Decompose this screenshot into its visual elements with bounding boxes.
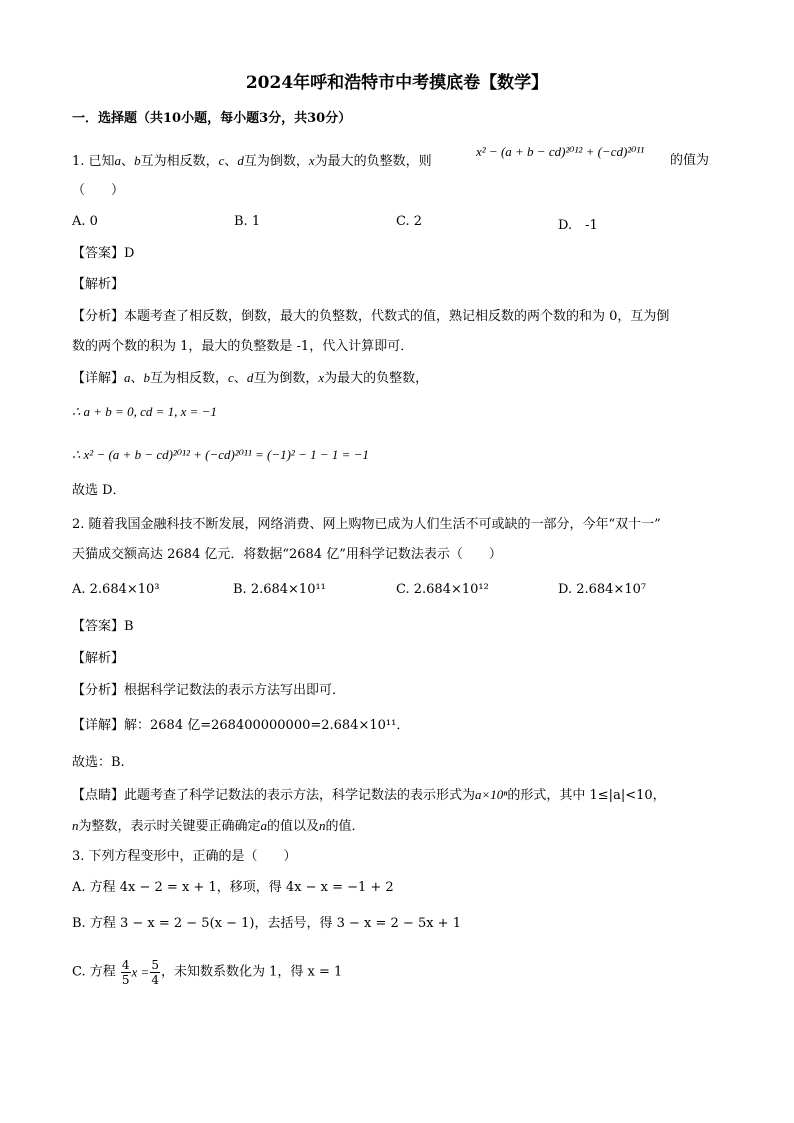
q2-comment-line1 (72, 786, 666, 805)
var-b: b (143, 370, 151, 385)
q2-option-a: A. 2.684×10³ (72, 582, 160, 597)
q1-step1: ∴ a + b = 0, cd = 1, x = −1 (72, 404, 217, 419)
var-c: c (228, 370, 234, 385)
var-d: d (237, 153, 244, 168)
q1-stem-text: 互为倒数， (243, 154, 309, 169)
q2-option-b: B. 2.684×10¹¹ (233, 582, 326, 597)
q1-stem-text: 为最大的负整数，则 (314, 154, 432, 169)
q2-comment-math: a×10ⁿ (475, 787, 508, 802)
var-a: a (124, 370, 131, 385)
q1-answer: 【答案】D (72, 246, 135, 261)
q1-step2: ∴ x² − (a + b − cd)²⁰¹² + (−cd)²⁰¹¹ = (−1)² − 1 − 1 = −1 (72, 447, 369, 462)
numerator: 4 (121, 958, 130, 972)
q3-option-c-text: C. 方程 (72, 964, 116, 980)
q2-detail: 【详解】解：2684 亿=268400000000=2.684×10¹¹． (72, 718, 410, 733)
q2-analysis: 【分析】根据科学记数法的表示方法写出即可． (72, 683, 346, 698)
q2-jiexi-label: 【解析】 (72, 651, 125, 666)
q1-stem-text: 、 (224, 154, 238, 169)
q2-choose: 故选：B. (72, 755, 125, 770)
q1-detail-text: 互为相反数， (150, 371, 229, 386)
q2-comment-text: 的形式，其中 1≤|a|<10， (507, 788, 666, 803)
q1-expression: x² − (a + b − cd)²⁰¹² + (−cd)²⁰¹¹ (476, 144, 645, 159)
q1-detail-text: 、 (233, 371, 247, 386)
q2-comment-text: 的值． (325, 819, 365, 834)
q1-detail (72, 369, 428, 388)
q1-detail-text: 为最大的负整数， (324, 371, 429, 386)
var-c: c (218, 153, 225, 168)
var-d: d (246, 370, 254, 385)
q1-detail-text: 、 (130, 371, 144, 386)
var-b: b (134, 153, 141, 168)
numerator: 5 (151, 958, 159, 972)
fraction (150, 958, 160, 987)
denominator: 4 (151, 973, 159, 987)
var-a: a (114, 153, 122, 168)
denominator: 5 (121, 973, 130, 987)
q1-detail-text: 互为倒数， (253, 371, 319, 386)
q3-option-c (72, 958, 342, 987)
q3-option-c-text: ，未知数系数化为 1，得 x = 1 (160, 964, 343, 980)
q1-paren: （ ） (72, 183, 125, 198)
q1-option-b: B. 1 (234, 214, 261, 229)
fraction (121, 958, 131, 987)
q3-option-a: A. 方程 4x − 2 = x + 1，移项，得 4x − x = −1 + 2 (72, 880, 394, 895)
q1-option-a: A. 0 (72, 214, 98, 229)
q1-stem (72, 152, 432, 171)
q3-option-c-math: x = (131, 964, 150, 980)
q2-option-d: D. 2.684×10⁷ (558, 582, 647, 597)
q1-jiexi-label: 【解析】 (72, 277, 125, 292)
var-x: x (318, 370, 325, 385)
q1-stem-text: 、 (121, 154, 135, 169)
var-x: x (308, 153, 315, 168)
q2-comment-math: n (319, 818, 326, 833)
q2-stem-line2: 天猫成交额高达 2684 亿元．将数据“2684 亿”用科学记数法表示（ ） (72, 547, 502, 562)
q1-analysis-line2: 数的两个数的积为 1，最大的负整数是 -1，代入计算即可． (72, 339, 414, 354)
q2-comment-line2 (72, 817, 365, 836)
q2-answer: 【答案】B (72, 619, 134, 634)
q1-option-d: D. -1 (558, 218, 598, 233)
q2-comment-text: 【点睛】此题考查了科学记数法的表示方法，科学记数法的表示形式为 (72, 788, 476, 803)
q1-stem-text: 互为相反数， (140, 154, 219, 169)
q2-comment-text: 为整数，表示时关键要正确确定 (78, 819, 261, 834)
q1-analysis-line1: 【分析】本题考查了相反数，倒数，最大的负整数，代数式的值，熟记相反数的两个数的和为 0，互为倒 (72, 309, 670, 324)
q2-comment-math: n (72, 818, 79, 833)
section-heading: 一．选择题（共10小题，每小题3分，共30分） (72, 111, 352, 126)
q1-choose: 故选 D． (72, 483, 126, 498)
q2-stem-line1: 2. 随着我国金融科技不断发展，网络消费、网上购物已成为人们生活不可或缺的一部分，今年“双十一” (72, 517, 661, 532)
q3-option-b: B. 方程 3 − x = 2 − 5(x − 1)，去括号，得 3 − x = 2 − 5x + 1 (72, 916, 461, 931)
q2-comment-text: 的值以及 (267, 819, 320, 834)
q1-detail-text: 【详解】 (72, 371, 125, 386)
q1-stem-text: 1. 已知 (72, 154, 115, 169)
q2-comment-math: a (260, 818, 268, 833)
q3-stem: 3. 下列方程变形中，正确的是（ ） (72, 849, 297, 864)
page-title: 2024年呼和浩特市中考摸底卷【数学】 (245, 73, 549, 93)
q2-option-c: C. 2.684×10¹² (396, 582, 489, 597)
q1-option-c: C. 2 (396, 214, 423, 229)
q1-stem-end: 的值为 (670, 153, 710, 168)
